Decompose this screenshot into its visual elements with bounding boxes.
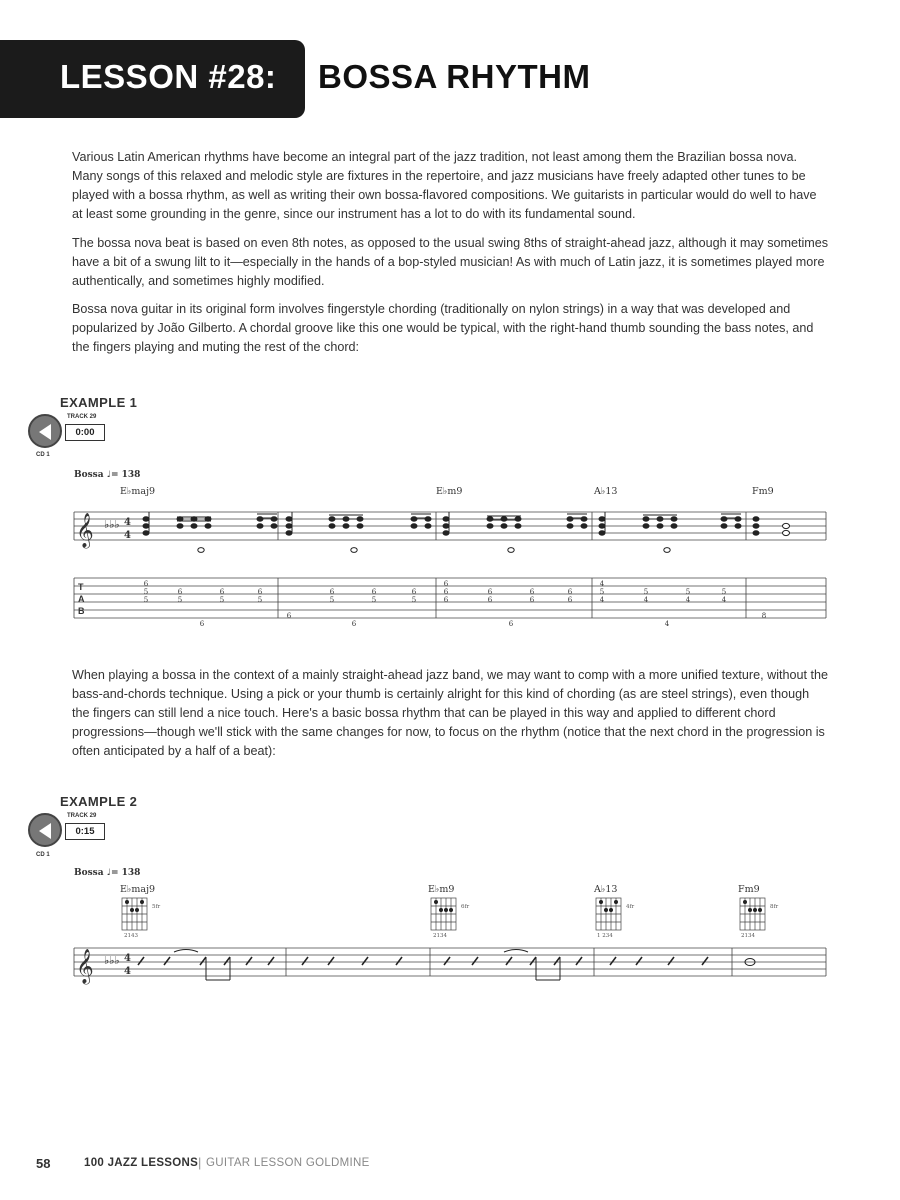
svg-text:6: 6 <box>443 580 449 588</box>
svg-text:T: T <box>78 582 84 592</box>
example-1-track: TRACK 29 <box>67 414 97 420</box>
example-2-chord-4-fret: 8fr <box>770 904 779 910</box>
lesson-title: BOSSA RHYTHM <box>318 58 591 95</box>
example-2-chord-3-fingering: 1 234 <box>597 933 613 939</box>
svg-text:6: 6 <box>257 588 263 596</box>
example-2-cd: CD 1 <box>36 852 50 858</box>
svg-text:5: 5 <box>329 596 335 604</box>
svg-text:5: 5 <box>257 596 263 604</box>
footer-separator: | <box>198 1155 202 1170</box>
svg-text:4: 4 <box>664 620 670 628</box>
example-2-chord-3-fret: 4fr <box>626 904 635 910</box>
example-2-chord-3: A♭13 <box>594 884 618 895</box>
svg-text:6: 6 <box>371 588 377 596</box>
example-1-chord-3: A♭13 <box>594 486 618 497</box>
svg-text:5: 5 <box>143 588 149 596</box>
example-1-chord-2: E♭m9 <box>436 486 463 497</box>
svg-text:5: 5 <box>177 596 183 604</box>
example-2-time[interactable]: 0:15 <box>65 823 105 840</box>
svg-text:6: 6 <box>351 620 357 628</box>
svg-text:4: 4 <box>124 517 131 528</box>
example-1-chord-1: E♭maj9 <box>120 486 156 497</box>
svg-text:6: 6 <box>443 588 449 596</box>
svg-text:♭♭♭: ♭♭♭ <box>104 518 120 531</box>
example-2-chord-2: E♭m9 <box>428 884 455 895</box>
svg-text:A: A <box>78 594 85 604</box>
svg-text:6: 6 <box>529 588 535 596</box>
intro-paragraph-3: Bossa nova guitar in its original form involves fingerstyle chording (traditionally on nylon strings) in a way that was developed and popularized by João Gilberto. A chordal groove like this one would be typical, with the right-hand thumb sounding the bass notes, and the fingers playing and muting the rest of the chord: <box>72 302 814 354</box>
svg-text:6: 6 <box>567 588 573 596</box>
lesson-number: LESSON #28: <box>60 58 277 95</box>
footer-book-title: 100 JAZZ LESSONS <box>84 1157 199 1169</box>
svg-text:5: 5 <box>411 596 417 604</box>
svg-text:5: 5 <box>599 588 605 596</box>
svg-text:6: 6 <box>329 588 335 596</box>
svg-text:6: 6 <box>411 588 417 596</box>
svg-text:6: 6 <box>487 596 493 604</box>
example-2-staff <box>74 938 826 988</box>
example-2-chord-4: Fm9 <box>738 884 760 895</box>
svg-text:5: 5 <box>721 588 727 596</box>
svg-text:4: 4 <box>685 596 691 604</box>
example-1-time[interactable]: 0:00 <box>65 424 105 441</box>
svg-text:5: 5 <box>371 596 377 604</box>
svg-text:6: 6 <box>219 588 225 596</box>
svg-text:6: 6 <box>143 580 149 588</box>
svg-text:8: 8 <box>761 612 767 620</box>
svg-text:5: 5 <box>143 596 149 604</box>
footer-series-title: GUITAR LESSON GOLDMINE <box>206 1157 370 1169</box>
svg-text:B: B <box>78 606 85 616</box>
example-2-chord-1-fingering: 2143 <box>124 933 138 939</box>
svg-text:6: 6 <box>443 596 449 604</box>
svg-text:6: 6 <box>529 596 535 604</box>
svg-text:6: 6 <box>199 620 205 628</box>
example-1-chord-4: Fm9 <box>752 486 774 497</box>
svg-text:𝄞: 𝄞 <box>76 513 94 548</box>
svg-text:5: 5 <box>219 596 225 604</box>
svg-text:4: 4 <box>599 580 605 588</box>
example-2-track: TRACK 29 <box>67 813 97 819</box>
svg-text:6: 6 <box>567 596 573 604</box>
svg-text:4: 4 <box>599 596 605 604</box>
intro-paragraph-2: The bossa nova beat is based on even 8th notes, as opposed to the usual swing 8ths of straight-ahead jazz, although it may sometimes have a bit of a swung lilt to it—especially in the hands of a bop-styled musician! As with much of Latin jazz, it is sometimes played more authentically, and sometimes highly modified. <box>72 236 829 288</box>
svg-text:5: 5 <box>685 588 691 596</box>
example-1-tempo: Bossa ♩= 138 <box>74 470 141 480</box>
svg-text:6: 6 <box>286 612 292 620</box>
svg-text:𝄞: 𝄞 <box>76 949 94 984</box>
example-2-tempo: Bossa ♩= 138 <box>74 868 141 878</box>
example-2-label: EXAMPLE 2 <box>60 794 138 809</box>
example-2-chord-2-fret: 6fr <box>461 904 470 910</box>
middle-paragraph: When playing a bossa in the context of a mainly straight-ahead jazz band, we may want to comp with a more unified texture, without the bass-and-chords technique. Using a pick or your thumb is certainly alright for this kind of chording (as are steel strings), even though the fingers can still lend a nice touch. Here's a basic bossa rhythm that can be played in this way and applied to different chord progressions—though we'll stick with the same changes for now, to focus on the rhythm (notice that the next chord in the progression is often anticipated by a half of a beat): <box>72 668 829 758</box>
example-2-chord-1: E♭maj9 <box>120 884 156 895</box>
svg-text:4: 4 <box>124 953 131 964</box>
svg-text:6: 6 <box>508 620 514 628</box>
svg-text:5: 5 <box>643 588 649 596</box>
intro-paragraph-1: Various Latin American rhythms have become an integral part of the jazz tradition, not least among them the Brazilian bossa nova. Many songs of this relaxed and melodic style are fixtures in the repertoire, and jazz musicians have freely adapted other tunes to be played with a bossa rhythm, as well as writing their own bossa-flavored compositions. We guitarists in particular would do well to have at least some grounding in the genre, since our instrument has a lot to do with its fundamental sound. <box>72 150 817 221</box>
svg-text:4: 4 <box>124 966 131 977</box>
svg-text:4: 4 <box>124 530 131 541</box>
svg-text:♭♭♭: ♭♭♭ <box>104 954 120 967</box>
page-number: 58 <box>36 1156 51 1171</box>
example-2-chord-2-fingering: 2134 <box>433 933 447 939</box>
example-2-chord-1-fret: 5fr <box>152 904 161 910</box>
svg-text:6: 6 <box>487 588 493 596</box>
example-2-chord-4-fingering: 2134 <box>741 933 755 939</box>
svg-text:6: 6 <box>177 588 183 596</box>
example-1-cd: CD 1 <box>36 452 50 458</box>
example-1-label: EXAMPLE 1 <box>60 395 138 410</box>
svg-text:4: 4 <box>721 596 727 604</box>
svg-text:4: 4 <box>643 596 649 604</box>
